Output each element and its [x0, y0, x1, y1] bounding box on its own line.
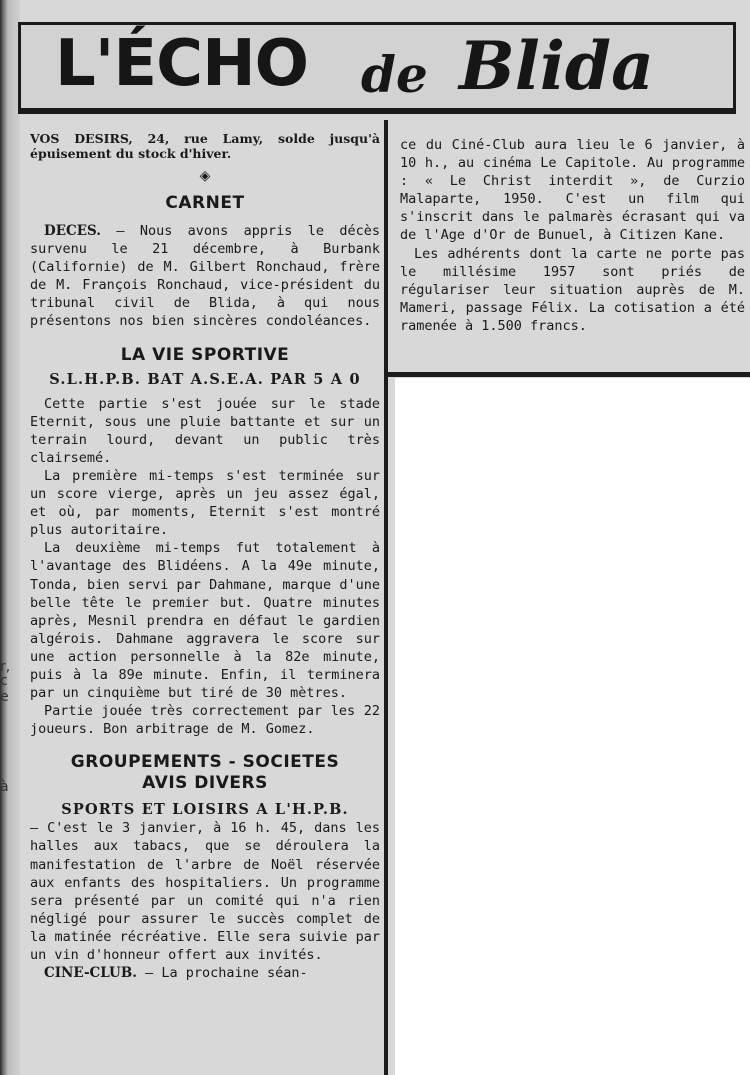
sport-paragraph: La première mi-temps s'est terminée sur un score vierge, après un jeu assez égal, et où, par moments, Eternit s'est montré plus autoritaire. — [30, 467, 380, 539]
loisirs-subheading: SPORTS ET LOISIRS A L'H.P.B. — [61, 801, 349, 819]
loisirs-paragraph: — C'est le 3 janvier, à 16 h. 45, dans les halles aux tabacs, que se déroulera la manifestation de l'arbre de Noël réservée aux enfants des hospitaliers. Un programme sera présenté par un comité qui n'a rien négligé pour assurer le succès complet de la matinée récréative. Elle sera suivie par un vin d'honneur offert aux invités. — [30, 820, 380, 963]
cine-club-paragraph: Les adhérents dont la carte ne porte pas le millésime 1957 sont priés de régulariser leur situation auprès de M. Mameri, passage Félix. La cotisation a été ramenée à 1.500 francs. — [400, 245, 745, 334]
cine-club-body: — La prochaine séan- — [136, 965, 308, 982]
edge-fragment: r, — [0, 659, 11, 675]
sport-paragraph: La deuxième mi-temps fut totalement à l'avantage des Blidéens. A la 49e minute, Tonda, bien servi par Dahmane, marque d'une belle tête le premier but. Quatre minutes après, Mesnil prendra en défaut le gardien algérois. Dahmane aggravera le score sur une action personnelle à la 82e minute, puis à la 89e minute. Enfin, il terminera par un cinquième but tiré de 30 mètres. — [30, 540, 380, 702]
edge-fragment: e — [0, 689, 9, 705]
sport-paragraph: Partie jouée très correctement par les 22 joueurs. Bon arbitrage de M. Gomez. — [30, 703, 380, 738]
masthead — [18, 22, 736, 114]
groupements-heading: GROUPEMENTS - SOCIETES — [70, 752, 340, 773]
sport-heading: LA VIE SPORTIVE — [120, 344, 290, 365]
edge-fragment: à — [0, 779, 9, 795]
masthead-blida: Blida — [459, 27, 654, 105]
cine-club-text — [30, 964, 380, 982]
sport-paragraph: Cette partie s'est jouée sur le stade Eternit, sous une pluie battante et sur un terrain lourd, devant un public très clairsemé. — [30, 395, 380, 466]
right-column — [400, 136, 745, 335]
avis-divers-heading: AVIS DIVERS — [142, 773, 268, 794]
cine-club-lead: CINE-CLUB. — [44, 965, 137, 982]
left-column — [30, 132, 380, 982]
carnet-text — [30, 222, 380, 331]
page-edge-shadow — [0, 0, 20, 1075]
masthead-de: de — [361, 45, 428, 104]
cine-club-paragraph: ce du Ciné-Club aura lieu le 6 janvier, à 10 h., au cinéma Le Capitole. Au programme : « Le Christ interdit », de Curzio Malaparte, 1950. C'est un film qui s'inscrit dans le palmarès écrasant qui va de l'Age d'Or de Bunuel, à Citizen Kane. — [400, 137, 745, 244]
column-rule — [384, 120, 388, 1075]
edge-fragment: c — [0, 673, 8, 689]
sport-subheading: S.L.H.P.B. BAT A.S.E.A. PAR 5 A 0 — [49, 370, 361, 388]
intro-ad: VOS DESIRS, 24, rue Lamy, solde jusqu'à épuisement du stock d'hiver. — [30, 131, 380, 161]
ornament-icon: ◈ — [199, 168, 211, 184]
carnet-body: — Nous avons appris le décès survenu le 21 décembre, à Burbank (Californie) de M. Gilbert Ronchaud, frère de M. François Ronchaud, vice-président du tribunal civil de Blida, à qui nous présentons nos bien sincères condoléances. — [30, 223, 380, 330]
carnet-heading: CARNET — [165, 193, 245, 213]
carnet-lead: DECES. — [44, 223, 101, 239]
masthead-echo: L'ÉCHO — [55, 27, 309, 101]
horizontal-rule — [384, 372, 750, 377]
